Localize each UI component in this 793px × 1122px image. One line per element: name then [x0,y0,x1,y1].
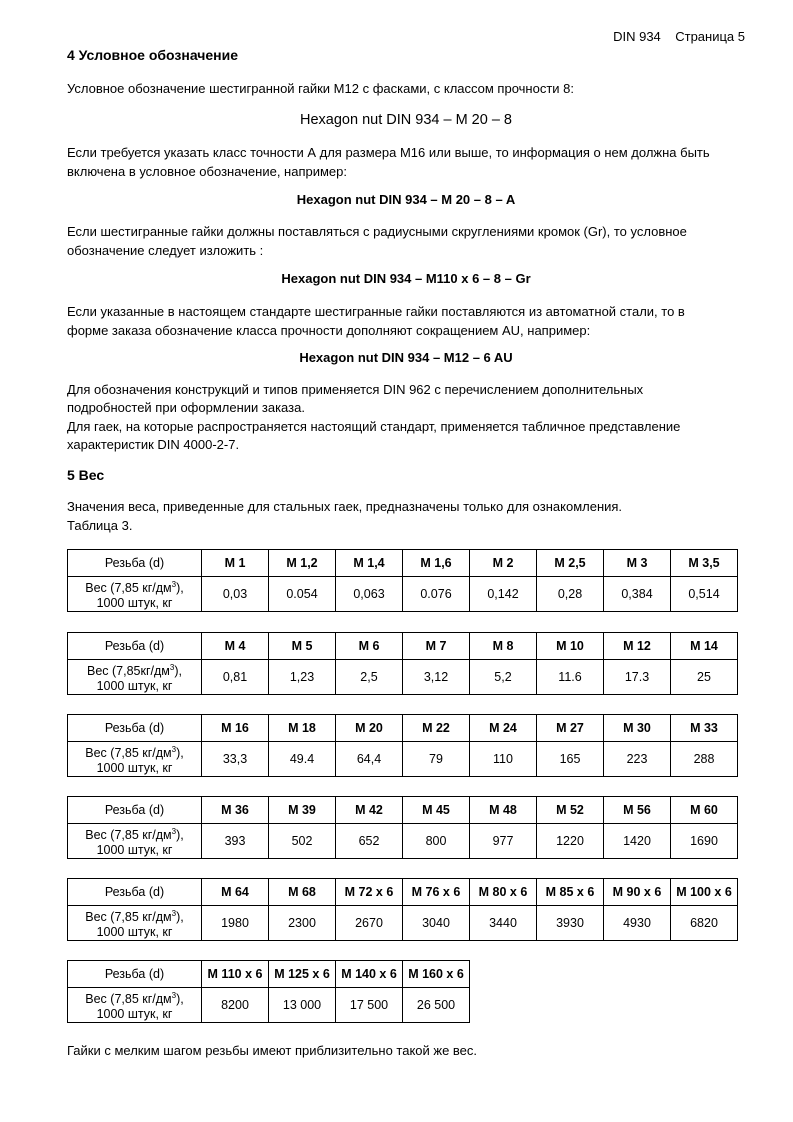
weight-cell: 0.076 [403,577,470,612]
table-row [68,660,738,695]
line: обозначение следует изложить : [67,242,264,258]
weight-cell: 0,81 [202,660,269,695]
paragraph [67,144,745,181]
weight-cell: 8200 [202,988,269,1023]
thread-size-cell: M 60 [671,797,738,824]
weight-cell: 223 [604,742,671,777]
thread-size-cell: M 7 [403,633,470,660]
weight-table [67,878,738,941]
thread-size-cell: M 16 [202,715,269,742]
weight-cell: 64,4 [336,742,403,777]
table-row [68,906,738,941]
row-label: Резьба (d) [68,797,202,824]
thread-size-cell: M 80 x 6 [470,879,537,906]
table-row [68,577,738,612]
weight-cell: 3440 [470,906,537,941]
paragraph [67,303,745,340]
thread-size-cell: M 4 [202,633,269,660]
page-header: DIN 934 Страница 5 [613,29,745,44]
table-row [68,797,738,824]
thread-size-cell: M 22 [403,715,470,742]
row-label [68,577,202,612]
line: форме заказа обозначение класса прочности дополняют сокращением AU, например: [67,322,591,338]
thread-size-cell: M 10 [537,633,604,660]
weight-table [67,796,738,859]
thread-size-cell: M 33 [671,715,738,742]
table-caption: Таблица 3. [67,517,133,533]
thread-size-cell: M 64 [202,879,269,906]
label-text: 1000 штук, кг [96,843,173,858]
weight-cell: 0,384 [604,577,671,612]
thread-size-cell: M 85 x 6 [537,879,604,906]
table-row [68,550,738,577]
table-row [68,633,738,660]
thread-size-cell: M 56 [604,797,671,824]
weight-cell: 33,3 [202,742,269,777]
weight-cell: 3,12 [403,660,470,695]
thread-size-cell: M 1,6 [403,550,470,577]
label-text: Вес (7,85 кг/дм [85,992,172,1007]
line: Для гаек, на которые распространяется настоящий стандарт, применяется табличное представление [67,418,681,434]
weight-cell: 3930 [537,906,604,941]
paragraph: Условное обозначение шестигранной гайки М12 с фасками, с классом прочности 8: [67,81,574,96]
weight-cell: 6820 [671,906,738,941]
example-designation: Hexagon nut DIN 934 – M12 – 6 AU [299,350,513,365]
row-label [68,824,202,859]
line: Значения веса, приведенные для стальных гаек, предназначены только для ознакомления. [67,499,623,514]
table-row [68,742,738,777]
thread-size-cell: M 1,2 [269,550,336,577]
thread-size-cell: M 125 x 6 [269,961,336,988]
thread-size-cell: M 12 [604,633,671,660]
label-text: 1000 штук, кг [96,925,173,940]
row-label: Резьба (d) [68,715,202,742]
weight-cell: 502 [269,824,336,859]
weight-cell: 49.4 [269,742,336,777]
thread-size-cell: M 42 [336,797,403,824]
label-text: ), [176,910,184,925]
thread-size-cell: M 1,4 [336,550,403,577]
label-text: Вес (7,85 кг/дм [85,746,172,761]
weight-cell: 3040 [403,906,470,941]
weight-cell: 165 [537,742,604,777]
weight-cell: 110 [470,742,537,777]
thread-size-cell: M 72 x 6 [336,879,403,906]
label-text: 1000 штук, кг [96,1007,173,1022]
weight-table [67,960,470,1023]
example-designation: Hexagon nut DIN 934 – M 20 – 8 [300,112,512,128]
thread-size-cell: M 27 [537,715,604,742]
thread-size-cell: M 52 [537,797,604,824]
row-label: Резьба (d) [68,550,202,577]
weight-cell: 4930 [604,906,671,941]
weight-cell: 2,5 [336,660,403,695]
weight-cell: 288 [671,742,738,777]
line: Если шестигранные гайки должны поставляться с радиусными скруглениями кромок (Gr), то условное [67,224,687,239]
label-text: ), [176,746,184,761]
superscript: 3 [171,827,177,836]
thread-size-cell: M 45 [403,797,470,824]
weight-cell: 26 500 [403,988,470,1023]
thread-size-cell: M 8 [470,633,537,660]
thread-size-cell: M 3,5 [671,550,738,577]
weight-table [67,549,738,612]
table-row [68,961,470,988]
weight-cell: 0,142 [470,577,537,612]
weight-cell: 1,23 [269,660,336,695]
thread-size-cell: M 3 [604,550,671,577]
superscript: 3 [171,991,177,1000]
thread-size-cell: M 36 [202,797,269,824]
thread-size-cell: M 6 [336,633,403,660]
weight-cell: 2670 [336,906,403,941]
label-text: 1000 штук, кг [96,761,173,776]
thread-size-cell: M 14 [671,633,738,660]
weight-cell: 5,2 [470,660,537,695]
line: Если требуется указать класс точности А для размера М16 или выше, то информация о нем должна быть [67,145,710,160]
thread-size-cell: M 90 x 6 [604,879,671,906]
label-text: Вес (7,85кг/дм [87,664,170,679]
section-5-title: 5 Вес [67,467,105,483]
row-label: Резьба (d) [68,633,202,660]
label-text: ), [176,992,184,1007]
table-row [68,988,470,1023]
thread-size-cell: M 76 x 6 [403,879,470,906]
weight-cell: 977 [470,824,537,859]
paragraph [67,498,745,535]
label-text: ), [176,828,184,843]
thread-size-cell: M 110 x 6 [202,961,269,988]
thread-size-cell: M 140 x 6 [336,961,403,988]
row-label: Резьба (d) [68,961,202,988]
weight-cell: 652 [336,824,403,859]
row-label [68,742,202,777]
weight-cell: 1220 [537,824,604,859]
weight-cell: 17.3 [604,660,671,695]
superscript: 3 [169,663,175,672]
superscript: 3 [171,745,177,754]
weight-cell: 25 [671,660,738,695]
thread-size-cell: M 39 [269,797,336,824]
example-designation: Hexagon nut DIN 934 – M 20 – 8 – A [296,192,516,207]
thread-size-cell: M 18 [269,715,336,742]
label-text: Вес (7,85 кг/дм [85,828,172,843]
example-designation: Hexagon nut DIN 934 – M110 x 6 – 8 – Gr [281,271,531,286]
footer-note: Гайки с мелким шагом резьбы имеют приблизительно такой же вес. [67,1043,478,1058]
weight-cell: 1980 [202,906,269,941]
weight-cell: 1690 [671,824,738,859]
label-text: 1000 штук, кг [96,679,173,694]
weight-cell: 11.6 [537,660,604,695]
weight-table [67,714,738,777]
label-text: Вес (7,85 кг/дм [85,581,172,596]
weight-cell: 0,03 [202,577,269,612]
weight-cell: 800 [403,824,470,859]
paragraph [67,223,745,260]
weight-cell: 0.054 [269,577,336,612]
thread-size-cell: M 20 [336,715,403,742]
row-label [68,660,202,695]
thread-size-cell: M 160 x 6 [403,961,470,988]
weight-table [67,632,738,695]
thread-size-cell: M 5 [269,633,336,660]
weight-cell: 17 500 [336,988,403,1023]
weight-cell: 393 [202,824,269,859]
paragraph [67,381,745,454]
thread-size-cell: M 68 [269,879,336,906]
row-label [68,906,202,941]
label-text: ), [174,664,182,679]
superscript: 3 [171,580,177,589]
weight-cell: 2300 [269,906,336,941]
thread-size-cell: M 24 [470,715,537,742]
weight-cell: 0,514 [671,577,738,612]
line: характеристик DIN 4000-2-7. [67,436,240,452]
weight-cell: 0,28 [537,577,604,612]
table-row [68,824,738,859]
thread-size-cell: M 2 [470,550,537,577]
table-row [68,715,738,742]
line: Если указанные в настоящем стандарте шестигранные гайки поставляются из автоматной стали, то в [67,304,685,319]
section-4-title: 4 Условное обозначение [67,47,239,63]
line: Для обозначения конструкций и типов применяется DIN 962 с перечислением дополнительных [67,382,644,397]
table-row [68,879,738,906]
weight-cell: 13 000 [269,988,336,1023]
label-text: Вес (7,85 кг/дм [85,910,172,925]
weight-cell: 0,063 [336,577,403,612]
weight-cell: 1420 [604,824,671,859]
row-label: Резьба (d) [68,879,202,906]
thread-size-cell: M 100 x 6 [671,879,738,906]
label-text: ), [176,581,184,596]
thread-size-cell: M 1 [202,550,269,577]
label-text: 1000 штук, кг [96,596,173,611]
thread-size-cell: M 48 [470,797,537,824]
thread-size-cell: M 30 [604,715,671,742]
line: включена в условное обозначение, например: [67,163,347,179]
line: подробностей при оформлении заказа. [67,400,305,416]
thread-size-cell: M 2,5 [537,550,604,577]
superscript: 3 [171,909,177,918]
weight-cell: 79 [403,742,470,777]
row-label [68,988,202,1023]
